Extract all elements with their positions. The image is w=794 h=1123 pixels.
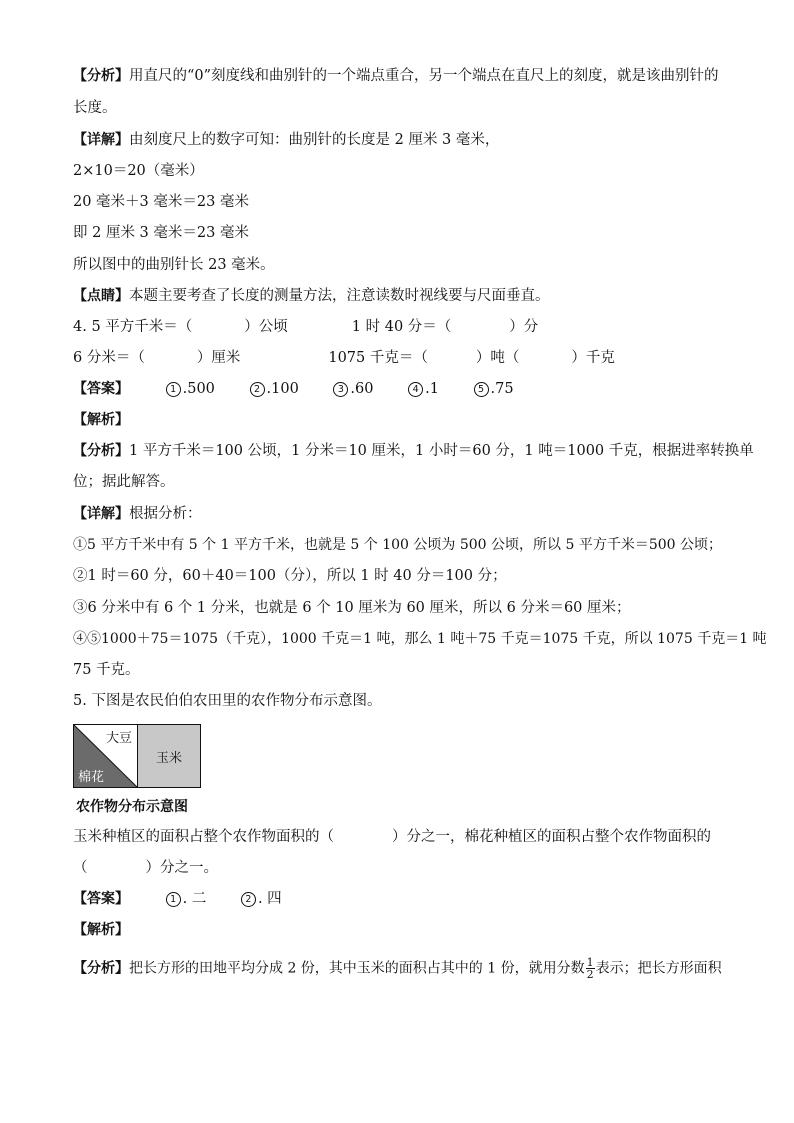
label-corn: 玉米 — [155, 751, 183, 766]
analysis-line-2: 长度。 — [73, 100, 117, 116]
circled-number: 5 — [474, 382, 489, 397]
fraction-one-half: $\frac{1}{2}$ — [586, 956, 594, 981]
circled-number: 1 — [166, 382, 181, 397]
analysis-line-1: 【分析】用直尺的“0”刻度线和曲别针的一个端点重合，另一个端点在直尺上的刻度，就是该曲别针的 — [73, 68, 719, 84]
tag-answer: 【答案】 — [73, 381, 129, 397]
detail-line-5: 所以图中的曲别针长 23 毫米。 — [73, 257, 275, 273]
question-4-line-2: 6 分米＝（ ）厘米 1075 千克＝（ ）吨（ ）千克 — [73, 350, 615, 366]
answer-item: 2 . 四 — [241, 889, 282, 909]
detail-4-line-4: ③6 分米中有 6 个 1 分米，也就是 6 个 10 厘米为 60 厘米，所以 6 分米＝60 厘米； — [73, 600, 631, 616]
circled-number: 3 — [333, 382, 348, 397]
detail-4-line-6: 75 千克。 — [73, 662, 140, 678]
answer-item: 5 .75 — [474, 379, 514, 399]
detail-line-4: 即 2 厘米 3 毫米＝23 毫米 — [73, 225, 249, 241]
answer-4 — [73, 379, 544, 399]
answer-item: 3 .60 — [333, 379, 373, 399]
question-5-title: 5. 下图是农民伯伯农田里的农作物分布示意图。 — [73, 693, 382, 709]
analysis-4-line-2: 位；据此解答。 — [73, 474, 175, 490]
explanation-heading-4: 【解析】 — [73, 412, 129, 428]
detail-4-line-3: ②1 时＝60 分，60＋40＝100（分），所以 1 时 40 分＝100 分； — [73, 568, 507, 584]
answer-5: 【答案】 1 . 二 2 . 四 — [73, 891, 282, 907]
answer-item: 1 .500 — [166, 379, 215, 399]
detail-line-3: 20 毫米＋3 毫米＝23 毫米 — [73, 194, 249, 210]
analysis-5-line-1: 【分析】把长方形的田地平均分成 2 份，其中玉米的面积占其中的 1 份，就用分数 $\frac{1}{2}$ 表示；把长方形面积 — [73, 956, 722, 981]
circled-number: 1 — [166, 892, 181, 907]
crop-distribution-figure — [73, 724, 201, 788]
question-5-line-1: 玉米种植区的面积占整个农作物面积的（ ）分之一，棉花种植区的面积占整个农作物面积的 — [73, 829, 711, 845]
detail-line-2: 2×10＝20（毫米） — [73, 163, 204, 179]
circled-number: 2 — [241, 892, 256, 907]
detail-4-line-2: ①5 平方千米中有 5 个 1 平方千米，也就是 5 个 100 公顷为 500 公顷，所以 5 平方千米＝500 公顷； — [73, 537, 723, 553]
circled-number: 4 — [408, 382, 423, 397]
question-5-line-2: （ ）分之一。 — [73, 860, 218, 876]
answer-item: 1 . 二 — [166, 889, 207, 909]
detail-4-line-5: ④⑤1000＋75＝1075（千克），1000 千克＝1 吨，那么 1 吨＋75 千克＝1075 千克，所以 1075 千克＝1 吨 — [73, 631, 767, 647]
remark-line: 【点睛】本题主要考查了长度的测量方法，注意读数时视线要与尺面垂直。 — [73, 288, 550, 304]
answer-item: 2 .100 — [250, 379, 299, 399]
analysis-4-line-1: 【分析】1 平方千米＝100 公顷，1 分米＝10 厘米，1 小时＝60 分，1 吨＝1000 千克，根据进率转换单 — [73, 443, 754, 459]
detail-line-1: 【详解】由刻度尺上的数字可知：曲别针的长度是 2 厘米 3 毫米， — [73, 132, 500, 148]
detail-4-line-1: 【详解】根据分析： — [73, 506, 202, 522]
tag-remark: 【点睛】 — [73, 288, 129, 304]
question-4-line-1: 4. 5 平方千米＝（ ）公顷 1 时 40 分＝（ ）分 — [73, 319, 539, 335]
label-cotton: 棉花 — [77, 770, 105, 785]
label-soybean: 大豆 — [105, 731, 133, 746]
tag-detail: 【详解】 — [73, 132, 129, 148]
tag-analysis: 【分析】 — [73, 68, 129, 84]
answer-item: 4 .1 — [408, 379, 439, 399]
circled-number: 2 — [250, 382, 265, 397]
figure-caption: 农作物分布示意图 — [76, 799, 188, 815]
explanation-heading-5: 【解析】 — [73, 922, 129, 938]
